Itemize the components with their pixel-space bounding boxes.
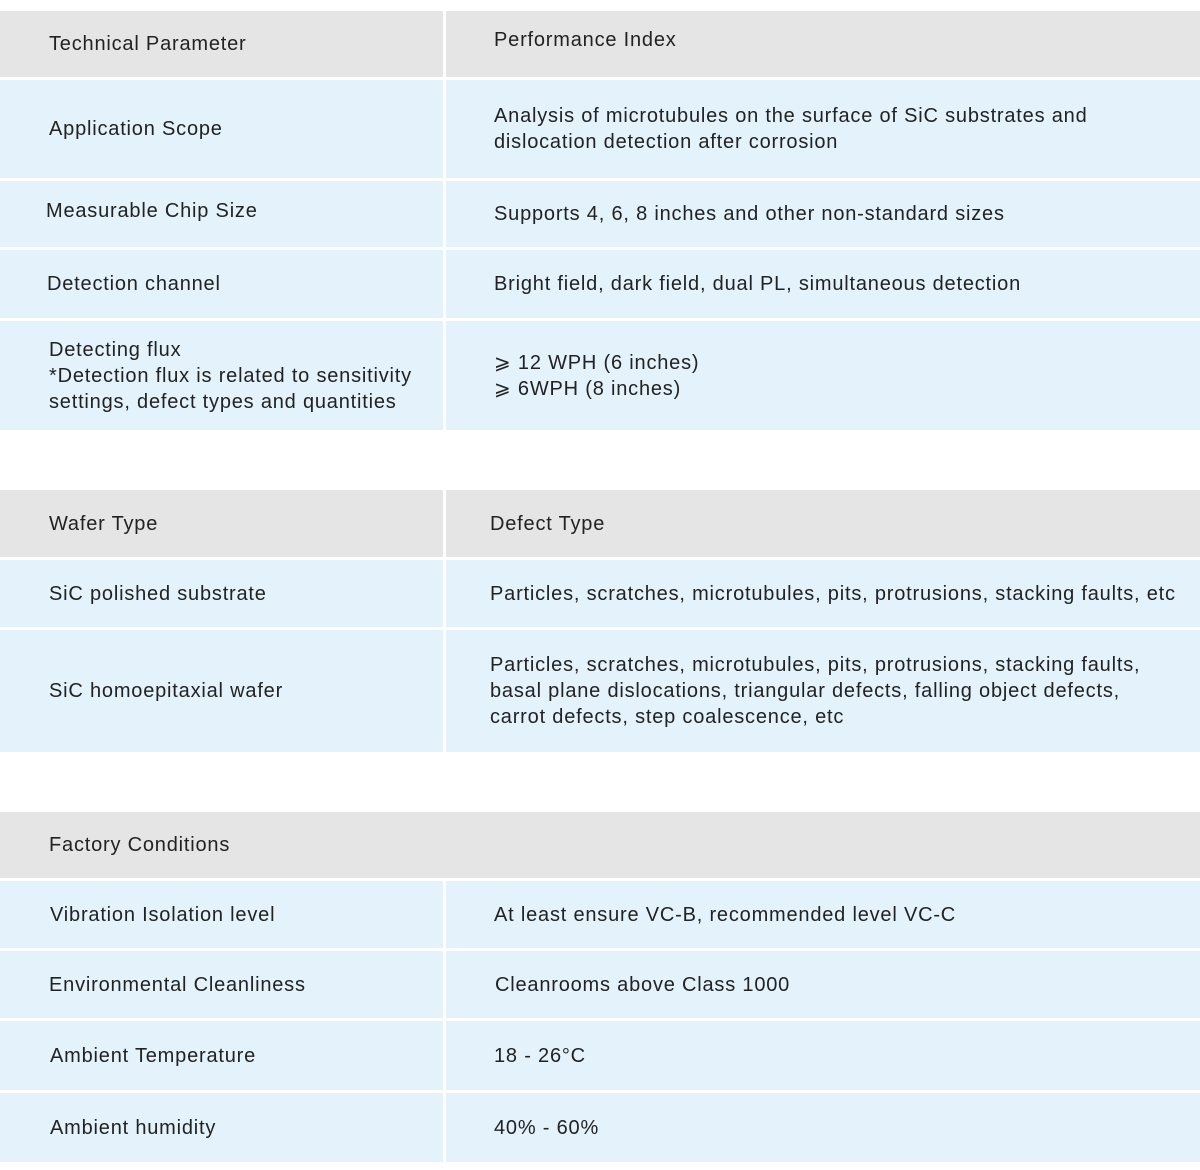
table-row-measurable-chip-size — [0, 181, 1200, 247]
header-label: Wafer Type — [49, 512, 159, 535]
parameter-note: settings, defect types and quantities — [49, 390, 397, 413]
requirement-text: At least ensure VC-B, recommended level VC-C — [494, 903, 957, 926]
parameter-label: Detection channel — [47, 273, 221, 295]
defects-cell — [446, 630, 1200, 752]
value-text: Analysis of microtubules on the surface of SiC substrates and — [494, 105, 1088, 127]
header-cell-performance-index — [446, 11, 1200, 77]
table-row-application-scope — [0, 80, 1200, 178]
table-header-row — [0, 490, 1200, 557]
parameter-label: Measurable Chip Size — [46, 200, 258, 222]
condition-label: Environmental Cleanliness — [49, 973, 306, 996]
requirement-text: 18 - 26°C — [494, 1044, 586, 1067]
value-cell — [446, 181, 1200, 247]
table-row-sic-homoepitaxial-wafer — [0, 630, 1200, 752]
defects-text: Particles, scratches, microtubules, pits, protrusions, stacking faults, — [490, 654, 1141, 676]
header-cell-technical-parameter — [0, 11, 443, 77]
header-cell-wafer-type — [0, 490, 443, 557]
parameter-note: *Detection flux is related to sensitivity — [49, 364, 412, 387]
parameter-cell — [0, 321, 443, 430]
parameter-cell — [0, 250, 443, 318]
value-text: ⩾ 12 WPH (6 inches) — [494, 351, 700, 374]
wafer-cell — [0, 560, 443, 627]
header-label: Technical Parameter — [49, 33, 247, 55]
condition-cell — [0, 951, 443, 1018]
table-header-row — [0, 812, 1200, 878]
table-row-vibration-isolation — [0, 881, 1200, 948]
condition-cell — [0, 1093, 443, 1162]
parameter-cell — [0, 181, 443, 247]
table-row-ambient-temperature — [0, 1021, 1200, 1090]
technical-parameters-table — [0, 11, 1200, 430]
factory-conditions-table — [0, 812, 1200, 1162]
condition-cell — [0, 1021, 443, 1090]
condition-label: Ambient Temperature — [50, 1044, 257, 1067]
defects-text: carrot defects, step coalescence, etc — [490, 706, 845, 728]
parameter-label: Detecting flux — [49, 338, 182, 361]
condition-label: Ambient humidity — [50, 1116, 217, 1139]
header-label: Performance Index — [494, 29, 677, 51]
value-text: dislocation detection after corrosion — [494, 131, 839, 153]
parameter-cell — [0, 80, 443, 178]
table-row-detection-channel — [0, 250, 1200, 318]
value-cell — [446, 321, 1200, 430]
defects-text: basal plane dislocations, triangular defects, falling object defects, — [490, 680, 1120, 702]
requirement-cell — [446, 1021, 1200, 1090]
parameter-label: Application Scope — [49, 118, 223, 140]
defects-cell — [446, 560, 1200, 627]
requirement-cell — [446, 881, 1200, 948]
value-cell — [446, 80, 1200, 178]
requirement-text: Cleanrooms above Class 1000 — [495, 973, 791, 996]
table-row-detecting-flux — [0, 321, 1200, 430]
value-text: Supports 4, 6, 8 inches and other non-standard sizes — [494, 203, 1005, 225]
wafer-label: SiC homoepitaxial wafer — [49, 680, 284, 702]
header-label: Defect Type — [490, 512, 606, 535]
header-cell-defect-type — [446, 490, 1200, 557]
table-row-environmental-cleanliness — [0, 951, 1200, 1018]
requirement-cell — [446, 951, 1200, 1018]
value-text: ⩾ 6WPH (8 inches) — [494, 377, 682, 400]
header-label: Factory Conditions — [49, 834, 231, 856]
value-text: Bright field, dark field, dual PL, simultaneous detection — [494, 273, 1021, 295]
header-cell-factory-conditions — [0, 812, 1200, 878]
condition-label: Vibration Isolation level — [50, 903, 276, 926]
requirement-cell — [446, 1093, 1200, 1162]
wafer-label: SiC polished substrate — [49, 582, 267, 605]
value-cell — [446, 250, 1200, 318]
table-row-ambient-humidity — [0, 1093, 1200, 1162]
table-header-row — [0, 11, 1200, 77]
defect-types-table — [0, 490, 1200, 752]
table-row-sic-polished-substrate — [0, 560, 1200, 627]
wafer-cell — [0, 630, 443, 752]
requirement-text: 40% - 60% — [494, 1116, 600, 1139]
condition-cell — [0, 881, 443, 948]
defects-text: Particles, scratches, microtubules, pits, protrusions, stacking faults, etc — [490, 582, 1176, 605]
